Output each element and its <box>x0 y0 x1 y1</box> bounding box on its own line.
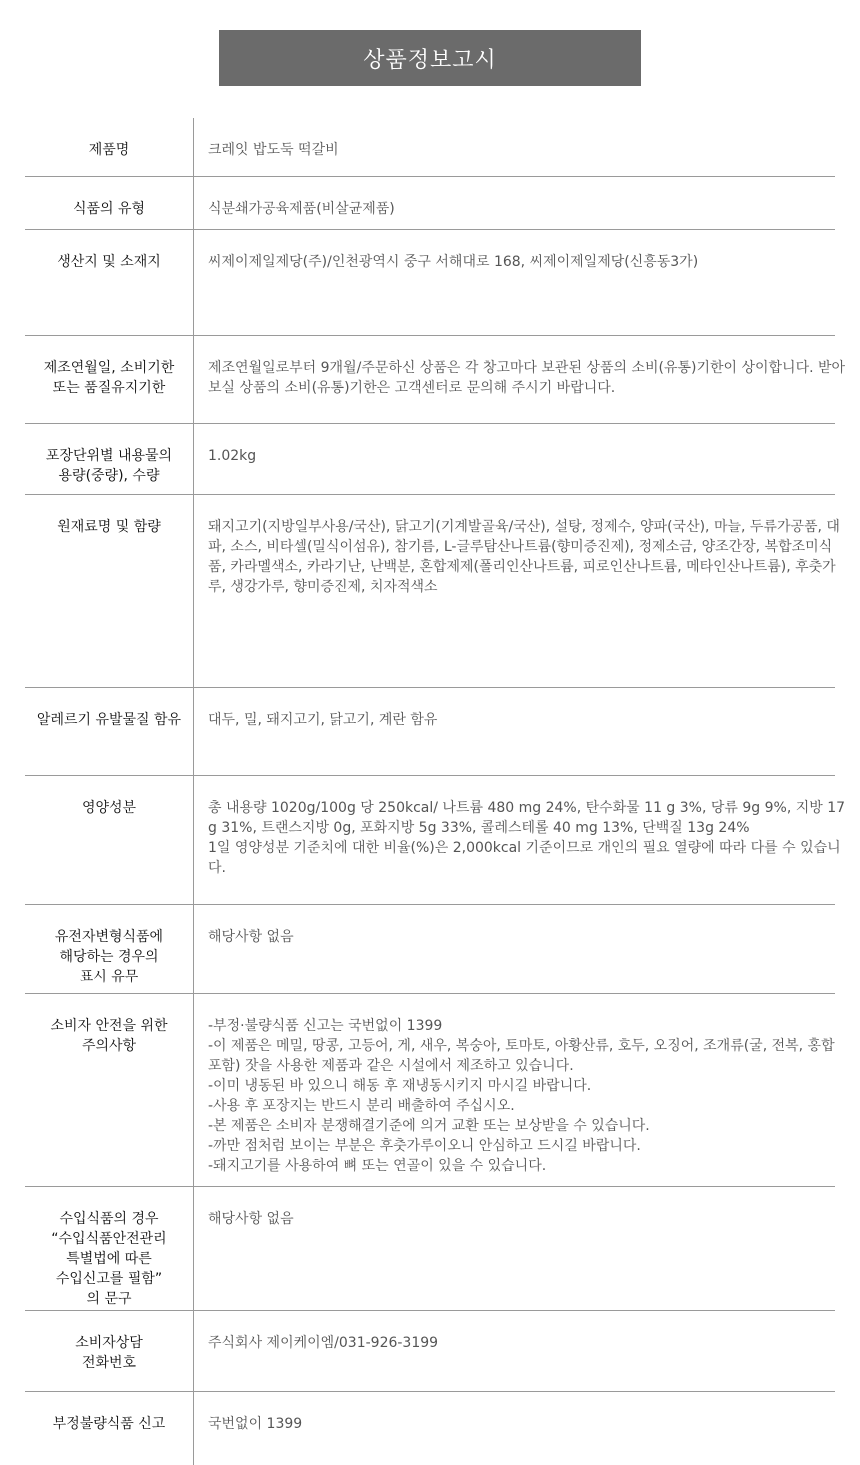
table-row <box>25 495 840 688</box>
row-label: 알레르기 유발물질 함유 <box>25 688 194 775</box>
table-row <box>25 336 846 424</box>
row-label: 포장단위별 내용물의 용량(중량), 수량 <box>25 424 194 494</box>
table-row <box>25 905 835 994</box>
table-row <box>25 1311 835 1392</box>
row-value: 주식회사 제이케이엠/031-926-3199 <box>208 1335 439 1351</box>
table-row <box>25 994 835 1187</box>
table-row <box>25 1187 835 1311</box>
row-label: 제품명 <box>25 118 194 176</box>
row-label: 유전자변형식품에 해당하는 경우의 표시 유무 <box>25 905 194 993</box>
row-value: 1.02kg <box>208 448 257 464</box>
table-row <box>25 177 835 230</box>
table-row <box>25 230 835 336</box>
row-label: 제조연월일, 소비기한 또는 품질유지기한 <box>25 336 194 423</box>
row-label: 생산지 및 소재지 <box>25 230 194 335</box>
row-value: 제조연월일로부터 9개월/주문하신 상품은 각 창고마다 보관된 상품의 소비(유통)기한이 상이합니다. 받아보실 상품의 소비(유통)기한은 고객센터로 문의해 주시기 바랍니다. <box>208 360 846 396</box>
table-row <box>25 1392 835 1465</box>
row-value: 국번없이 1399 <box>208 1416 303 1432</box>
row-value: 해당사항 없음 <box>208 1211 294 1227</box>
page-title: 상품정보고시 <box>219 30 641 86</box>
row-label: 수입식품의 경우 “수입식품안전관리 특별법에 따른 수입신고를 필함” 의 문구 <box>25 1187 194 1310</box>
row-value: -부정·불량식품 신고는 국번없이 1399 -이 제품은 메밀, 땅콩, 고등어, 게, 새우, 복숭아, 토마토, 아황산류, 호두, 오징어, 조개류(굴, 전복, 홍합 포함) 잣을 사용한 제품과 같은 시설에서 제조하고 있습니다. -이미 냉동된 바 있으니 해동 후 재냉동시키지 마시길 바랍니다. -사용 후 포장지는 반드시 분리 배출하여 주십시오. -본 제품은 소비자 분쟁해결기준에 의거 교환 또는 보상받을 수 있습니다. -까만 점처럼 보이는 부분은 후춧가루이오니 안심하고 드시길 바랍니다. -돼지고기를 사용하여 뼈 또는 연골이 있을 수 있습니다. <box>208 1018 835 1174</box>
row-value: 식분쇄가공육제품(비살균제품) <box>208 201 395 217</box>
row-label: 소비자상담 전화번호 <box>25 1311 194 1391</box>
row-label: 영양성분 <box>25 776 194 904</box>
row-value: 크레잇 밥도둑 떡갈비 <box>208 142 339 158</box>
table-row <box>25 688 835 776</box>
row-value: 돼지고기(지방일부사용/국산), 닭고기(기계발골육/국산), 설탕, 정제수, 양파(국산), 마늘, 두류가공품, 대파, 소스, 비타셀(밀식이섬유), 참기름, L-글루탐산나트륨(향미증진제), 정제소금, 양조간장, 복합조미식품, 카라멜색소, 카라기난, 난백분, 혼합제제(폴리인산나트륨, 피로인산나트륨, 메타인산나트륨), 후춧가루, 생강가루, 향미증진제, 치자적색소 <box>208 519 840 595</box>
table-row <box>25 424 835 495</box>
row-value: 대두, 밀, 돼지고기, 닭고기, 계란 함유 <box>208 712 438 728</box>
row-label: 식품의 유형 <box>25 177 194 229</box>
row-label: 소비자 안전을 위한 주의사항 <box>25 994 194 1186</box>
row-value: 해당사항 없음 <box>208 929 294 945</box>
table-row <box>25 118 835 177</box>
product-info-table <box>25 118 846 1465</box>
table-row <box>25 776 846 905</box>
row-label: 원재료명 및 함량 <box>25 495 194 687</box>
row-label: 부정불량식품 신고 <box>25 1392 194 1465</box>
row-value: 씨제이제일제당(주)/인천광역시 중구 서해대로 168, 씨제이제일제당(신흥동3가) <box>208 254 699 270</box>
row-value: 총 내용량 1020g/100g 당 250kcal/ 나트륨 480 mg 24%, 탄수화물 11 g 3%, 당류 9g 9%, 지방 17 g 31%, 트랜스지방 0g, 포화지방 5g 33%, 콜레스테롤 40 mg 13%, 단백질 13g 24% 1일 영양성분 기준치에 대한 비율(%)은 2,000kcal 기준이므로 개인의 필요 열량에 따라 다를 수 있습니다. <box>208 800 846 876</box>
